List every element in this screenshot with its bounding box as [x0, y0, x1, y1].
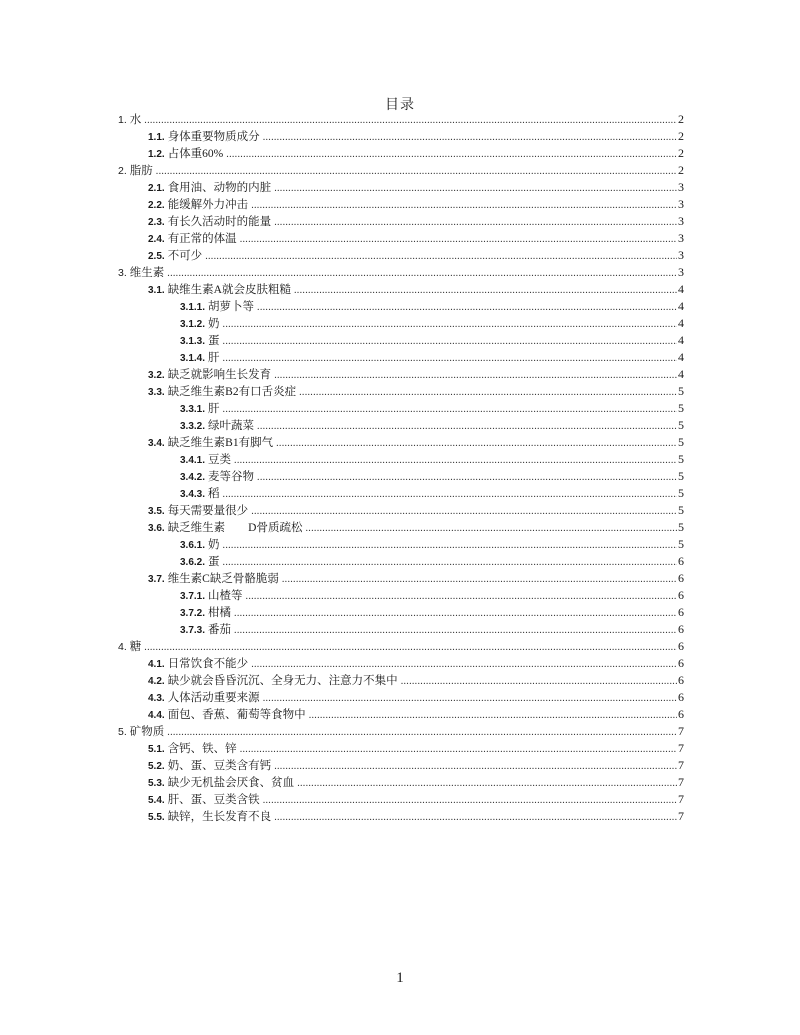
toc-entry[interactable] — [118, 213, 684, 230]
toc-entry[interactable] — [118, 417, 684, 434]
dot-leader — [309, 707, 677, 724]
toc-entry-page: 6 — [678, 571, 684, 585]
toc-entry-page: 2 — [678, 163, 684, 177]
toc-entry-page: 3 — [678, 231, 684, 245]
toc-entry[interactable] — [118, 281, 684, 298]
toc-entry-number: 1.2. — [148, 149, 165, 160]
toc-entry-label: 每天需要量很少 — [167, 505, 249, 517]
toc-entry-page: 5 — [678, 520, 684, 534]
toc-entry-page: 6 — [678, 605, 684, 619]
toc-entry-page: 6 — [678, 673, 684, 687]
toc-entry-page: 3 — [678, 197, 684, 211]
dot-leader — [234, 452, 677, 469]
toc-entry-label: 含钙、铁、锌 — [167, 743, 237, 755]
toc-entry-page: 4 — [678, 350, 684, 364]
dot-leader — [274, 809, 677, 826]
dot-leader — [144, 112, 677, 129]
toc-entry-label: 肝 — [208, 403, 220, 415]
toc-entry-number: 4. — [118, 641, 127, 653]
toc-entry-page: 5 — [678, 486, 684, 500]
toc-entry-number: 2.4. — [148, 234, 165, 245]
toc-entry[interactable] — [118, 162, 684, 179]
toc-entry-number: 5.1. — [148, 744, 165, 755]
toc-entry-label: 奶、蛋、豆类含有钙 — [167, 760, 272, 772]
toc-entry-label: 肝 — [208, 352, 220, 364]
toc-entry-label: 水 — [129, 114, 142, 126]
toc-entry-label: 脂肪 — [129, 165, 153, 177]
toc-entry-page: 2 — [678, 146, 684, 160]
toc-entry[interactable] — [118, 349, 684, 366]
toc-entry-label: 番茄 — [208, 624, 232, 636]
dot-leader — [234, 622, 677, 639]
toc-entry-label: 稻 — [208, 488, 220, 500]
toc-entry-number: 3.7.3. — [180, 625, 206, 636]
toc-entry-page: 7 — [678, 741, 684, 755]
toc-entry-label: 奶 — [208, 539, 220, 551]
toc-entry-label: 能缓解外力冲击 — [167, 199, 249, 211]
dot-leader — [274, 367, 677, 384]
toc-entry-label: 不可少 — [167, 250, 203, 262]
toc-entry[interactable] — [118, 468, 684, 485]
toc-entry[interactable] — [118, 111, 684, 128]
toc-title: 目录 — [385, 98, 415, 113]
toc-entry-label: 缺乏维生素B1有脚气 — [167, 437, 274, 449]
toc-entry-page: 7 — [678, 809, 684, 823]
toc-entry-number: 3.6. — [148, 523, 165, 534]
toc-entry[interactable] — [118, 723, 684, 740]
toc-entry[interactable] — [118, 553, 684, 570]
toc-entry-page: 3 — [678, 265, 684, 279]
toc-entry-page: 3 — [678, 180, 684, 194]
toc-entry-page: 5 — [678, 452, 684, 466]
toc-entry-label: 缺乏就影响生长发育 — [167, 369, 272, 381]
dot-leader — [144, 639, 677, 656]
toc-entry[interactable] — [118, 570, 684, 587]
toc-entry-label: 绿叶蔬菜 — [208, 420, 255, 432]
toc-entry[interactable] — [118, 621, 684, 638]
toc-entry-label: 山楂等 — [208, 590, 243, 602]
toc-entry-page: 6 — [678, 588, 684, 602]
toc-entry-page: 5 — [678, 469, 684, 483]
toc-entry[interactable] — [118, 791, 684, 808]
dot-leader — [306, 520, 678, 537]
toc-entry[interactable] — [118, 434, 684, 451]
toc-entry-label: 蛋 — [208, 556, 220, 568]
toc-entry-number: 3.6.2. — [180, 557, 206, 568]
dot-leader — [251, 197, 677, 214]
toc-entry-number: 2.3. — [148, 217, 165, 228]
toc-entry-number: 2.2. — [148, 200, 165, 211]
dot-leader — [299, 384, 677, 401]
toc-entry-number: 2.5. — [148, 251, 165, 262]
toc-entry-page: 5 — [678, 384, 684, 398]
toc-entry-page: 2 — [678, 129, 684, 143]
dot-leader — [240, 741, 677, 758]
toc-entry-label: 面包、香蕉、葡萄等食物中 — [167, 709, 306, 721]
dot-leader — [167, 265, 677, 282]
toc-entry-number: 4.3. — [148, 693, 165, 704]
toc-entry-label: 缺维生素A就会皮肤粗糙 — [167, 284, 291, 296]
toc-entry-page: 7 — [678, 775, 684, 789]
toc-entry-label: 麦等谷物 — [208, 471, 255, 483]
toc-entry-number: 4.1. — [148, 659, 165, 670]
toc-entry-number: 3.3.1. — [180, 404, 206, 415]
table-of-contents — [118, 111, 684, 825]
toc-entry[interactable] — [118, 485, 684, 502]
toc-entry-number: 3.4.2. — [180, 472, 206, 483]
toc-entry-label: 缺乏维生素B2有口舌炎症 — [167, 386, 297, 398]
toc-entry-page: 6 — [678, 554, 684, 568]
dot-leader — [226, 146, 677, 163]
toc-entry-label: 豆类 — [208, 454, 232, 466]
dot-leader — [257, 299, 677, 316]
toc-entry-number: 3.4.3. — [180, 489, 206, 500]
toc-entry-page: 3 — [678, 248, 684, 262]
toc-entry-number: 3.4.1. — [180, 455, 206, 466]
toc-entry-page: 4 — [678, 367, 684, 381]
toc-entry-label: 缺少就会昏昏沉沉、全身无力、注意力不集中 — [167, 675, 398, 687]
toc-entry-number: 3.7. — [148, 574, 165, 585]
toc-entry-number: 4.4. — [148, 710, 165, 721]
toc-entry[interactable] — [118, 672, 684, 689]
toc-entry-label: 人体活动重要来源 — [167, 692, 260, 704]
dot-leader — [282, 571, 677, 588]
dot-leader — [167, 724, 677, 741]
toc-entry[interactable] — [118, 145, 684, 162]
toc-entry-page: 6 — [678, 656, 684, 670]
toc-entry[interactable] — [118, 587, 684, 604]
toc-entry-label: 奶 — [208, 318, 220, 330]
toc-entry[interactable] — [118, 604, 684, 621]
toc-entry-number: 3.5. — [148, 506, 165, 517]
toc-entry-label: 糖 — [129, 641, 142, 653]
toc-entry[interactable] — [118, 230, 684, 247]
toc-entry-label: 矿物质 — [129, 726, 165, 738]
toc-entry-number: 3.7.1. — [180, 591, 206, 602]
dot-leader — [223, 350, 677, 367]
toc-entry-page: 3 — [678, 214, 684, 228]
toc-entry-label: 有正常的体温 — [167, 233, 237, 245]
toc-entry-number: 3.1.2. — [180, 319, 206, 330]
toc-entry[interactable] — [118, 757, 684, 774]
toc-entry-page: 5 — [678, 435, 684, 449]
toc-entry[interactable] — [118, 689, 684, 706]
toc-entry-number: 3.7.2. — [180, 608, 206, 619]
dot-leader — [223, 486, 677, 503]
toc-entry-page: 4 — [678, 282, 684, 296]
toc-entry-label: 占体重60% — [167, 148, 224, 160]
toc-entry-page: 6 — [678, 707, 684, 721]
toc-entry[interactable] — [118, 502, 684, 519]
toc-entry-page: 4 — [678, 333, 684, 347]
dot-leader — [257, 418, 677, 435]
toc-entry-number: 3.6.1. — [180, 540, 206, 551]
toc-entry[interactable] — [118, 774, 684, 791]
dot-leader — [263, 129, 677, 146]
dot-leader — [274, 214, 677, 231]
toc-entry[interactable] — [118, 332, 684, 349]
toc-entry[interactable] — [118, 655, 684, 672]
toc-entry-number: 4.2. — [148, 676, 165, 687]
toc-entry-page: 7 — [678, 758, 684, 772]
toc-entry-number: 3.3. — [148, 387, 165, 398]
dot-leader — [223, 537, 677, 554]
toc-entry-page: 6 — [678, 639, 684, 653]
dot-leader — [205, 248, 677, 265]
toc-entry-page: 5 — [678, 418, 684, 432]
toc-entry-number: 3.1. — [148, 285, 165, 296]
dot-leader — [223, 401, 677, 418]
dot-leader — [401, 673, 677, 690]
dot-leader — [274, 180, 677, 197]
toc-entry-label: 日常饮食不能少 — [167, 658, 249, 670]
toc-entry[interactable] — [118, 264, 684, 281]
toc-entry[interactable] — [118, 519, 684, 536]
toc-entry-page: 7 — [678, 792, 684, 806]
toc-entry[interactable] — [118, 196, 684, 213]
toc-entry-page: 5 — [678, 401, 684, 415]
dot-leader — [251, 503, 677, 520]
toc-entry-label: 柑橘 — [208, 607, 232, 619]
toc-entry[interactable] — [118, 808, 684, 825]
toc-entry-label: 缺乏维生素 D骨质疏松 — [167, 522, 303, 534]
dot-leader — [234, 605, 677, 622]
dot-leader — [223, 333, 677, 350]
toc-entry-page: 5 — [678, 537, 684, 551]
toc-entry-label: 缺锌，生长发育不良 — [167, 811, 272, 823]
toc-entry-page: 6 — [678, 622, 684, 636]
dot-leader — [263, 690, 677, 707]
dot-leader — [223, 316, 677, 333]
toc-entry-page: 7 — [678, 724, 684, 738]
dot-leader — [223, 554, 677, 571]
toc-entry-label: 有长久活动时的能量 — [167, 216, 272, 228]
toc-entry-page: 4 — [678, 316, 684, 330]
dot-leader — [156, 163, 677, 180]
toc-entry-label: 蛋 — [208, 335, 220, 347]
toc-entry-number: 3.4. — [148, 438, 165, 449]
toc-entry-number: 5.5. — [148, 812, 165, 823]
toc-entry-page: 4 — [678, 299, 684, 313]
toc-entry-number: 3.1.4. — [180, 353, 206, 364]
toc-entry-label: 维生素 — [129, 267, 165, 279]
dot-leader — [276, 435, 677, 452]
dot-leader — [274, 758, 677, 775]
toc-entry-label: 胡萝卜等 — [208, 301, 255, 313]
toc-entry-number: 5. — [118, 726, 127, 738]
toc-entry-number: 1. — [118, 114, 127, 126]
toc-entry[interactable] — [118, 451, 684, 468]
dot-leader — [294, 282, 677, 299]
toc-entry[interactable] — [118, 536, 684, 553]
toc-entry-page: 5 — [678, 503, 684, 517]
toc-entry[interactable] — [118, 638, 684, 655]
toc-entry[interactable] — [118, 298, 684, 315]
toc-entry-number: 3.1.3. — [180, 336, 206, 347]
toc-entry-number: 3.3.2. — [180, 421, 206, 432]
toc-entry[interactable] — [118, 740, 684, 757]
toc-entry-number: 2.1. — [148, 183, 165, 194]
toc-entry-number: 5.4. — [148, 795, 165, 806]
dot-leader — [257, 469, 677, 486]
toc-entry-page: 2 — [678, 112, 684, 126]
page-number: 1 — [396, 970, 404, 986]
dot-leader — [246, 588, 677, 605]
toc-entry-label: 肝、蛋、豆类含铁 — [167, 794, 260, 806]
toc-entry[interactable] — [118, 247, 684, 264]
toc-entry-number: 2. — [118, 165, 127, 177]
toc-entry[interactable] — [118, 383, 684, 400]
dot-leader — [240, 231, 677, 248]
toc-entry-number: 5.3. — [148, 778, 165, 789]
toc-entry[interactable] — [118, 366, 684, 383]
toc-entry-number: 1.1. — [148, 132, 165, 143]
dot-leader — [251, 656, 677, 673]
toc-entry[interactable] — [118, 128, 684, 145]
toc-entry-label: 食用油、动物的内脏 — [167, 182, 272, 194]
toc-entry[interactable] — [118, 315, 684, 332]
toc-entry-label: 维生素C缺乏骨骼脆弱 — [167, 573, 279, 585]
toc-entry-number: 3.1.1. — [180, 302, 206, 313]
toc-entry-page: 6 — [678, 690, 684, 704]
toc-entry[interactable] — [118, 179, 684, 196]
toc-entry[interactable] — [118, 706, 684, 723]
dot-leader — [297, 775, 677, 792]
toc-entry-number: 3.2. — [148, 370, 165, 381]
toc-entry-label: 缺少无机盐会厌食、贫血 — [167, 777, 295, 789]
toc-entry[interactable] — [118, 400, 684, 417]
toc-entry-number: 5.2. — [148, 761, 165, 772]
toc-entry-label: 身体重要物质成分 — [167, 131, 260, 143]
dot-leader — [263, 792, 677, 809]
toc-entry-number: 3. — [118, 267, 127, 279]
